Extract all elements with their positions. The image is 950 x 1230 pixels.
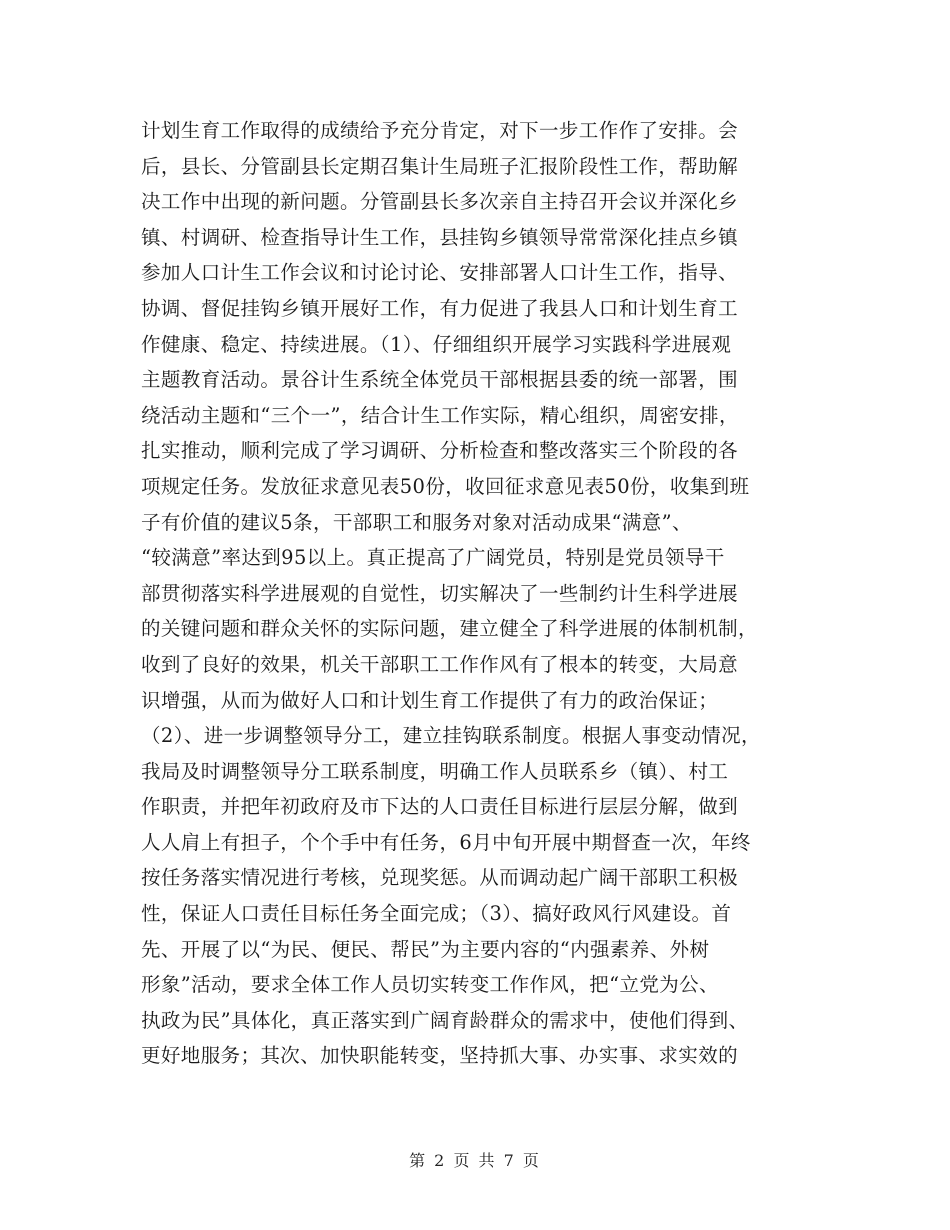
text-line-1: 计划生育工作取得的成绩给予充分肯定，对下一步工作作了安排。会	[141, 119, 739, 142]
text-line-8: 主题教育活动。景谷计生系统全体党员干部根据县委的统一部署，围	[141, 368, 739, 392]
text-line-24: 先、开展了以“为民、便民、帮民”为主要内容的“内强素养、外树	[141, 937, 710, 961]
text-line-17: 识增强，从而为做好人口和计划生育工作提供了有力的政治保证；	[141, 688, 719, 712]
text-line-16: 收到了良好的效果，机关干部职工工作作风有了根本的转变，大局意	[141, 652, 739, 676]
text-line-2: 后，县长、分管副县长定期召集计生局班子汇报阶段性工作，帮助解	[141, 154, 739, 178]
text-line-26: 执政为民”具体化，真正落实到广阔育龄群众的需求中，使他们得到、	[141, 1008, 749, 1032]
text-line-10: 扎实推动，顺利完成了学习调研、分析检查和整改落实三个阶段的各	[141, 439, 739, 463]
text-line-4: 镇、村调研、检查指导计生工作，县挂钩乡镇领导常常深化挂点乡镇	[141, 225, 739, 249]
text-line-5: 参加人口计生工作会议和讨论讨论、安排部署人口计生工作，指导、	[141, 261, 739, 285]
text-line-11: 项规定任务。发放征求意见表50份，收回征求意见表50份，收集到班	[141, 474, 750, 498]
text-line-14: 部贯彻落实科学进展观的自觉性，切实解决了一些制约计生科学进展	[141, 581, 739, 605]
text-line-9: 绕活动主题和“三个一”，结合计生工作实际，精心组织，周密安排，	[141, 403, 739, 427]
body-text	[141, 113, 831, 1074]
text-line-19: 我局及时调整领导分工联系制度，明确工作人员联系乡（镇）、村工	[141, 759, 729, 783]
page-number-footer: 第 2 页 共 7 页	[409, 1151, 541, 1170]
text-line-7: 作健康、稳定、持续进展。（1）、仔细组织开展学习实践科学进展观	[141, 332, 732, 356]
text-line-12: 子有价值的建议5条，干部职工和服务对象对活动成果“满意”、	[141, 510, 692, 534]
text-line-25: 形象”活动，要求全体工作人员切实转变工作作风，把“立党为公、	[141, 973, 719, 997]
text-line-18: （2）、进一步调整领导分工，建立挂钩联系制度。根据人事变动情况，	[141, 724, 761, 748]
text-line-21: 人人肩上有担子，个个手中有任务，6月中旬开展中期督查一次，年终	[141, 830, 751, 854]
text-line-6: 协调、督促挂钩乡镇开展好工作，有力促进了我县人口和计划生育工	[141, 296, 739, 320]
text-line-3: 决工作中出现的新问题。分管副县长多次亲自主持召开会议并深化乡	[141, 190, 739, 214]
text-line-27: 更好地服务；其次、加快职能转变，坚持抓大事、办实事、求实效的	[141, 1044, 739, 1068]
text-line-22: 按任务落实情况进行考核，兑现奖惩。从而调动起广阔干部职工积极	[141, 866, 739, 890]
text-line-20: 作职责，并把年初政府及市下达的人口责任目标进行层层分解，做到	[141, 795, 739, 819]
text-line-23: 性，保证人口责任目标任务全面完成；（3）、搞好政风行风建设。首	[141, 902, 732, 926]
text-line-15: 的关键问题和群众关怀的实际问题，建立健全了科学进展的体制机制，	[141, 617, 758, 641]
text-line-13: “较满意”率达到95以上。真正提高了广阔党员，特别是党员领导干	[141, 546, 725, 570]
